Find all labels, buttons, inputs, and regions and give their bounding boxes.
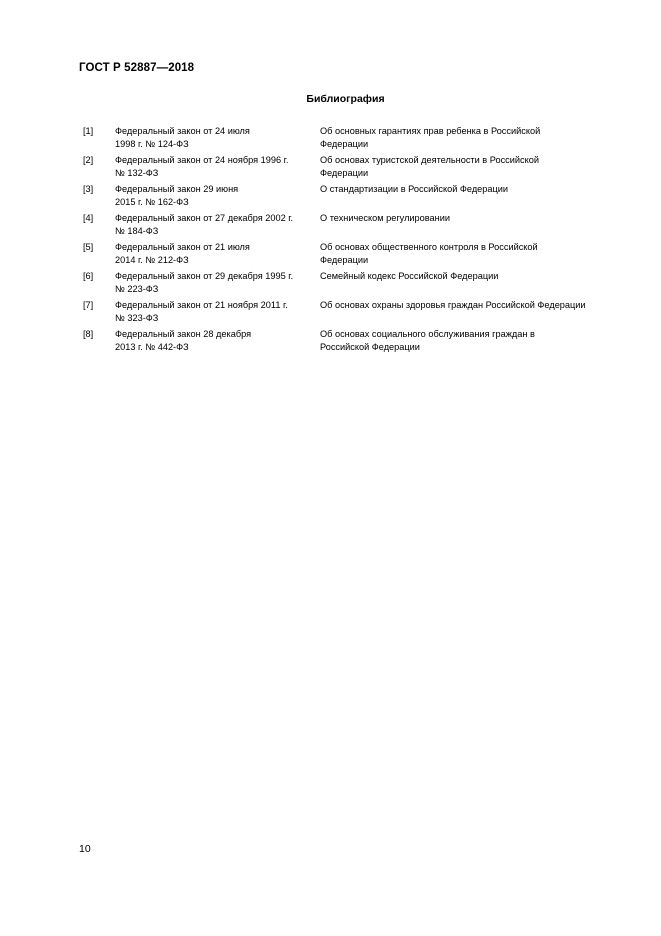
entry-law-line: Федеральный закон от 21 ноября 2011 г. <box>115 300 288 310</box>
page-number: 10 <box>79 843 91 855</box>
entry-law-line: 2014 г. № 212-ФЗ <box>115 255 189 266</box>
entry-title <box>320 299 620 312</box>
document-header: ГОСТ Р 52887—2018 <box>79 62 195 74</box>
bibliography-entry <box>79 154 619 183</box>
entry-law <box>115 154 315 180</box>
entry-law-line: 1998 г. № 124-ФЗ <box>115 139 189 150</box>
entry-law <box>115 328 315 354</box>
entry-number: [1] <box>83 126 94 136</box>
entry-title <box>320 183 620 196</box>
entry-number: [2] <box>83 155 94 165</box>
entry-title-line: Семейный кодекс Российской Федерации <box>320 271 499 281</box>
bibliography-entry <box>79 270 619 299</box>
entry-law-line: Федеральный закон 29 июня <box>115 184 239 194</box>
entry-number: [6] <box>83 271 94 281</box>
entry-title <box>320 125 620 151</box>
entry-title-line: Об основах общественного контроля в Российской <box>320 242 538 252</box>
entry-law <box>115 299 315 325</box>
entry-law-line: № 184-ФЗ <box>115 226 159 237</box>
entry-number: [7] <box>83 300 94 310</box>
entry-law-line: 2013 г. № 442-ФЗ <box>115 342 189 353</box>
entry-law <box>115 241 315 267</box>
entry-title <box>320 154 620 180</box>
entry-number: [4] <box>83 213 94 223</box>
entry-title-line: Федерации <box>320 139 369 150</box>
bibliography-list <box>79 125 619 357</box>
entry-law-line: Федеральный закон от 24 ноября 1996 г. <box>115 155 289 165</box>
bibliography-entry <box>79 125 619 154</box>
entry-title <box>320 328 620 354</box>
entry-law-line: Федеральный закон от 24 июля <box>115 126 250 136</box>
entry-title <box>320 241 620 267</box>
entry-law <box>115 270 315 296</box>
entry-title <box>320 212 620 225</box>
entry-title-line: Федерации <box>320 168 369 179</box>
entry-title-line: Об основах социального обслуживания граждан в <box>320 329 535 339</box>
entry-law-line: 2015 г. № 162-ФЗ <box>115 197 189 208</box>
entry-law <box>115 125 315 151</box>
entry-law-line: Федеральный закон 28 декабря <box>115 329 252 339</box>
entry-law-line: Федеральный закон от 21 июля <box>115 242 250 252</box>
entry-title-line: Об основах охраны здоровья граждан Российской Федерации <box>320 300 586 310</box>
entry-law <box>115 212 315 238</box>
bibliography-entry <box>79 299 619 328</box>
entry-title-line: О техническом регулировании <box>320 213 451 223</box>
entry-title-line: Об основных гарантиях прав ребенка в Российской <box>320 126 541 136</box>
bibliography-entry <box>79 328 619 357</box>
entry-law-line: Федеральный закон от 27 декабря 2002 г. <box>115 213 294 223</box>
entry-title-line: Российской Федерации <box>320 342 420 353</box>
entry-title-line: Федерации <box>320 255 369 266</box>
entry-number: [8] <box>83 329 94 339</box>
entry-title-line: О стандартизации в Российской Федерации <box>320 184 509 194</box>
entry-law-line: № 223-ФЗ <box>115 284 159 295</box>
section-title: Библиография <box>306 93 385 105</box>
entry-number: [3] <box>83 184 94 194</box>
bibliography-entry <box>79 212 619 241</box>
entry-title <box>320 270 620 283</box>
entry-law <box>115 183 315 209</box>
bibliography-entry <box>79 183 619 212</box>
bibliography-entry <box>79 241 619 270</box>
entry-title-line: Об основах туристской деятельности в Российской <box>320 155 539 165</box>
entry-law-line: № 132-ФЗ <box>115 168 159 179</box>
entry-law-line: Федеральный закон от 29 декабря 1995 г. <box>115 271 294 281</box>
entry-number: [5] <box>83 242 94 252</box>
entry-law-line: № 323-ФЗ <box>115 313 159 324</box>
